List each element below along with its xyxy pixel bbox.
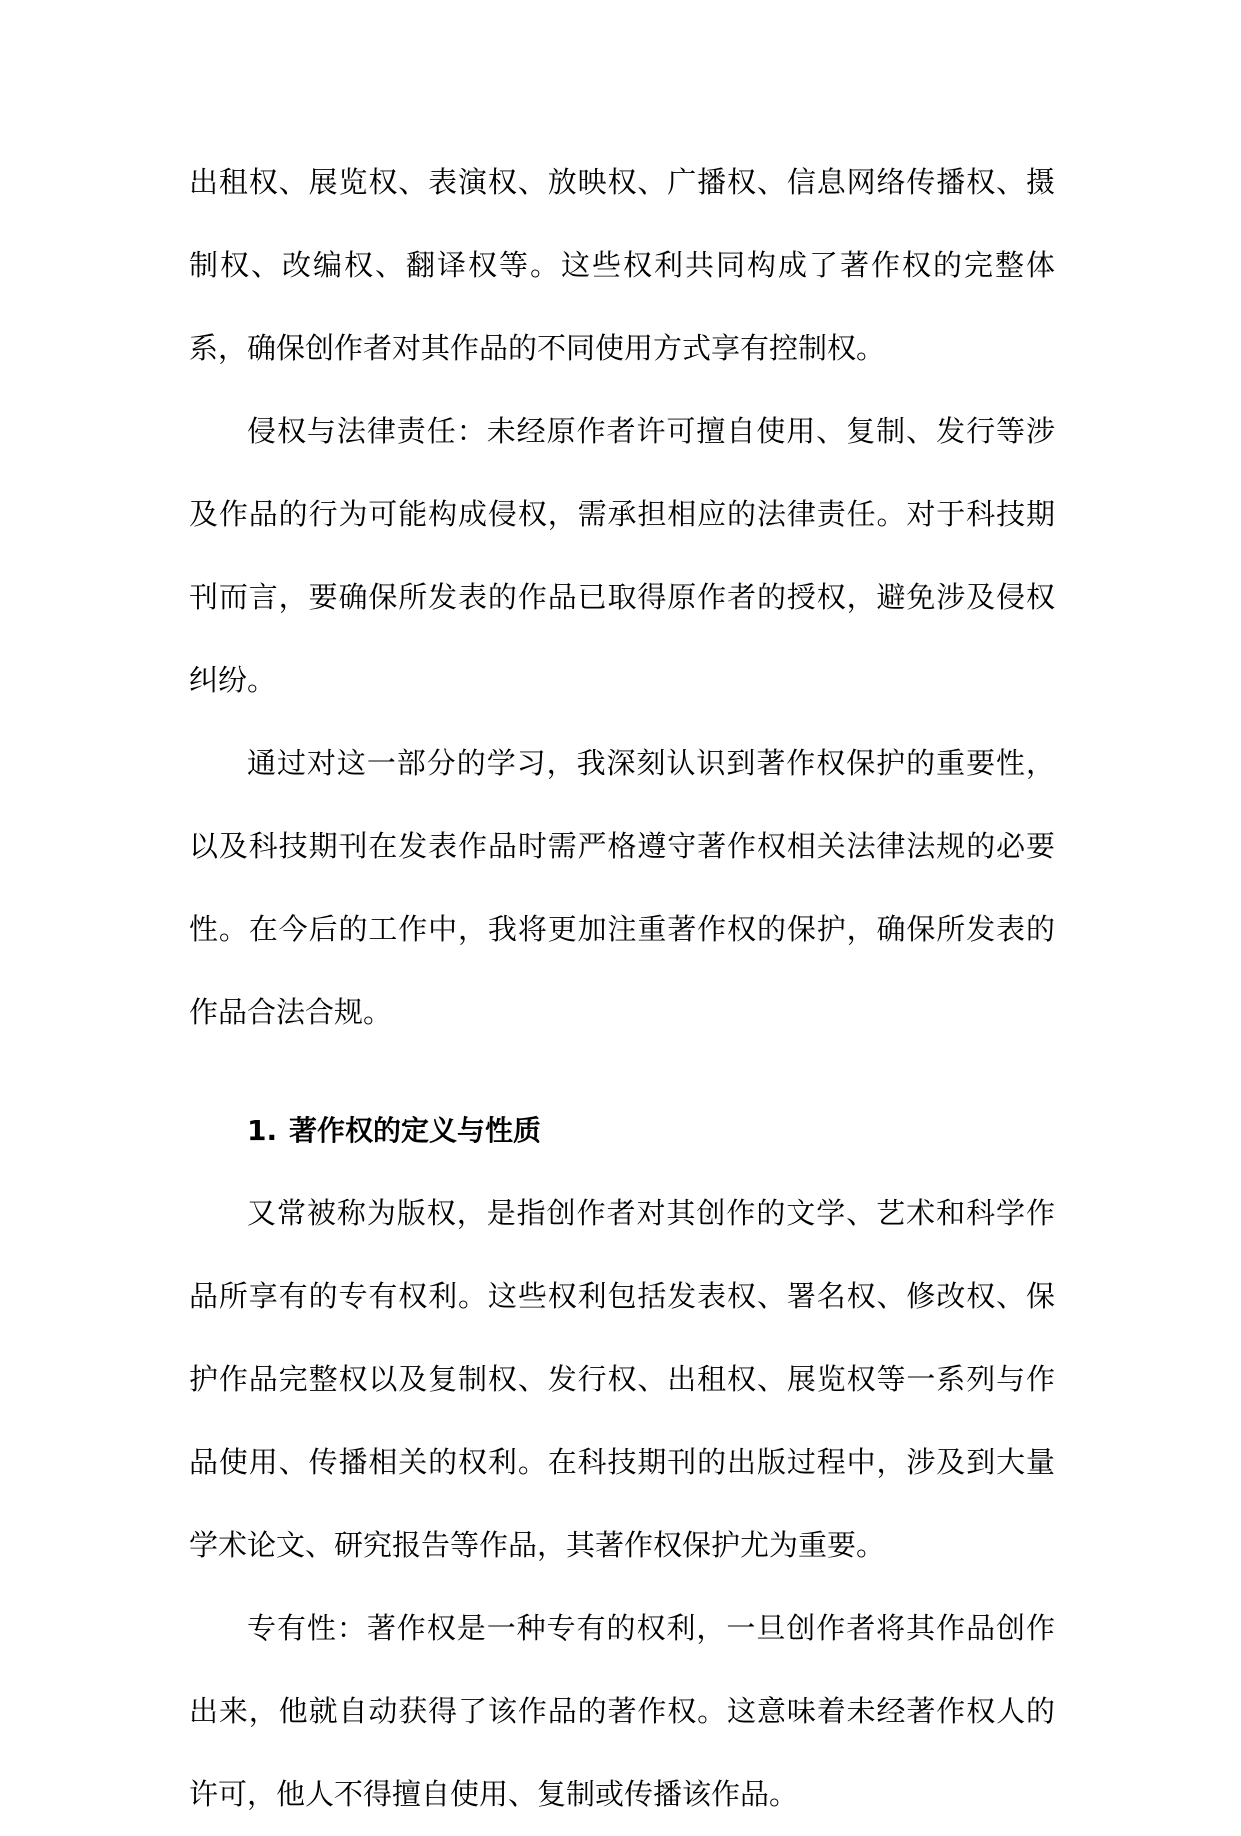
section-number: 1. [247,1114,278,1147]
document-body [189,141,1055,1836]
section-title: 著作权的定义与性质 [289,1114,542,1147]
paragraph-definition: 又常被称为版权，是指创作者对其创作的文学、艺术和科学作品所享有的专有权利。这些权利包括发表权、署名权、修改权、保护作品完整权以及复制权、发行权、出租权、展览权等一系列与作品使用、传播相关的权利。在科技期刊的出版过程中，涉及到大量学术论文、研究报告等作品，其著作权保护尤为重要。 [189,1196,1055,1562]
paragraph-reflection: 通过对这一部分的学习，我深刻认识到著作权保护的重要性，以及科技期刊在发表作品时需严格遵守著作权相关法律法规的必要性。在今后的工作中，我将更加注重著作权的保护，确保所发表的作品合法合规。 [189,746,1055,1029]
paragraph-infringement: 侵权与法律责任：未经原作者许可擅自使用、复制、发行等涉及作品的行为可能构成侵权，需承担相应的法律责任。对于科技期刊而言，要确保所发表的作品已取得原作者的授权，避免涉及侵权纠纷。 [189,414,1055,697]
section-heading [189,1089,1055,1172]
paragraph-rights-list: 出租权、展览权、表演权、放映权、广播权、信息网络传播权、摄制权、改编权、翻译权等。这些权利共同构成了著作权的完整体系，确保创作者对其作品的不同使用方式享有控制权。 [189,165,1055,365]
paragraph-exclusivity: 专有性：著作权是一种专有的权利，一旦创作者将其作品创作出来，他就自动获得了该作品的著作权。这意味着未经著作权人的许可，他人不得擅自使用、复制或传播该作品。 [189,1611,1055,1811]
